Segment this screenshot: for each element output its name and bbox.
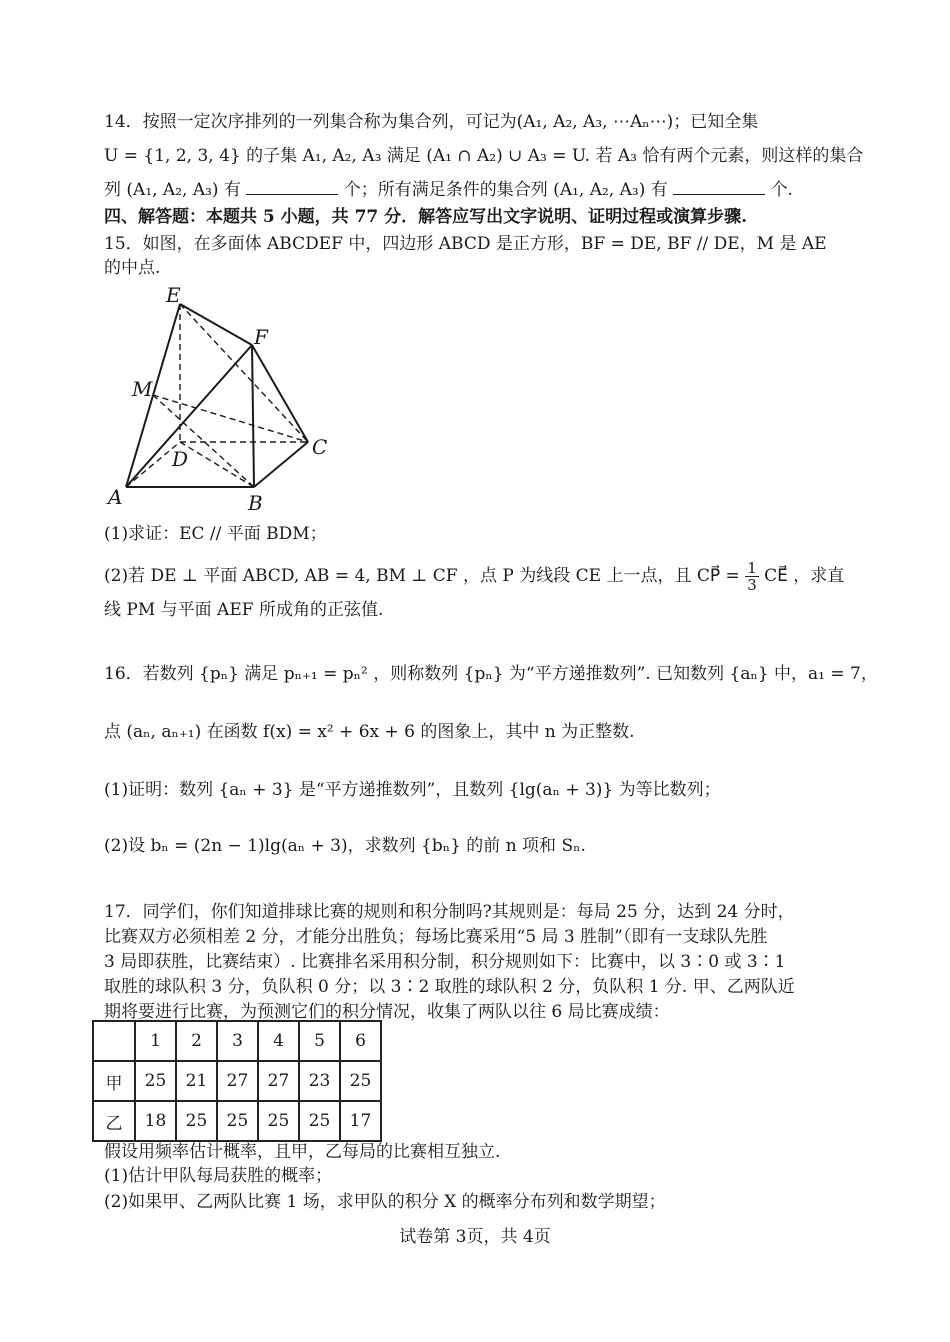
q17-line1: 17．同学们，你们知道排球比赛的规则和积分制吗?其规则是：每局 25 分，达到 24 分时， (104, 902, 795, 922)
answer-blank-2[interactable] (673, 178, 765, 195)
label-D: D (172, 447, 189, 471)
table-cell: 乙 (93, 1101, 135, 1141)
q14-line3-part-b: 个；所有满足条件的集合列 (A₁, A₂, A₃) 有 (343, 180, 668, 200)
polyhedron-figure (100, 282, 340, 514)
table-header-row (93, 1021, 381, 1061)
edge-AF (126, 345, 252, 487)
table-cell: 6 (340, 1021, 381, 1061)
fraction-denominator: 3 (747, 576, 757, 594)
q14-line3-part-c: 个. (770, 180, 793, 200)
table-cell: 25 (217, 1101, 258, 1141)
table-cell: 18 (135, 1101, 176, 1141)
q16-part1: (1)证明：数列 {aₙ + 3} 是“平方递推数列”，且数列 {lg(aₙ + 3)} 为等比数列； (104, 780, 721, 800)
q17-part1: (1)估计甲队每局获胜的概率； (104, 1166, 333, 1186)
label-F: F (254, 325, 268, 349)
q17-line5: 期将要进行比赛，为预测它们的积分情况，收集了两队以往 6 局比赛成绩： (104, 1002, 670, 1022)
score-table (92, 1020, 382, 1142)
label-A: A (108, 485, 123, 509)
table-cell: 25 (135, 1061, 176, 1101)
edge-EF (180, 304, 252, 345)
table-cell: 2 (176, 1021, 217, 1061)
q17-line3: 3 局即获胜，比赛结束）. 比赛排名采用积分制，积分规则如下：比赛中，以 3∶0 或 3∶1 (104, 952, 786, 972)
table-cell: 21 (176, 1061, 217, 1101)
label-C: C (312, 435, 328, 459)
q16-part2: (2)设 bₙ = (2n − 1)lg(aₙ + 3)，求数列 {bₙ} 的前 n 项和 Sₙ. (104, 836, 586, 856)
q15-part2 (104, 560, 844, 593)
edge-FB (252, 345, 254, 487)
label-E: E (166, 283, 181, 307)
table-cell (93, 1021, 135, 1061)
fraction-one-third (745, 560, 759, 593)
q14-line1: 14．按照一定次序排列的一列集合称为集合列，可记为(A₁, A₂, A₃, ⋯Aₙ⋯)；已知全集 (104, 112, 759, 132)
q16-line1: 16．若数列 {pₙ} 满足 pₙ₊₁ = pₙ² ，则称数列 {pₙ} 为“平方递推数列”. 已知数列 {aₙ} 中，a₁ = 7， (104, 664, 878, 684)
table-cell: 1 (135, 1021, 176, 1061)
table-cell: 甲 (93, 1061, 135, 1101)
edge-EC (180, 304, 308, 442)
q16-line2: 点 (aₙ, aₙ₊₁) 在函数 f(x) = x² + 6x + 6 的图象上，其中 n 为正整数. (104, 722, 635, 742)
label-B: B (248, 491, 263, 514)
q17-after-table: 假设用频率估计概率，且甲，乙每局的比赛相互独立. (104, 1142, 501, 1162)
q15-part1: (1)求证：EC // 平面 BDM； (104, 524, 327, 544)
q15-part2-line2: 线 PM 与平面 AEF 所成角的正弦值. (104, 600, 384, 620)
edge-BC (254, 442, 308, 487)
table-cell: 23 (299, 1061, 340, 1101)
table-cell: 5 (299, 1021, 340, 1061)
edge-DB (180, 442, 254, 487)
table-cell: 25 (299, 1101, 340, 1141)
label-M: M (132, 377, 153, 401)
table-cell: 3 (217, 1021, 258, 1061)
answer-blank-1[interactable] (246, 178, 338, 195)
table-cell: 25 (258, 1101, 299, 1141)
q17-part2: (2)如果甲、乙两队比赛 1 场，求甲队的积分 X 的概率分布列和数学期望； (104, 1192, 666, 1212)
q14-line3 (104, 178, 793, 202)
q15-line2: 的中点. (104, 258, 161, 278)
q17-line2: 比赛双方必须相差 2 分，才能分出胜负；每场比赛采用“5 局 3 胜制”（即有一支球队先胜 (104, 927, 768, 947)
fraction-numerator: 1 (747, 559, 757, 577)
table-cell: 27 (258, 1061, 299, 1101)
table-row (93, 1061, 381, 1101)
q15-part2-text-a: (2)若 DE ⊥ 平面 ABCD, AB = 4, BM ⊥ CF ，点 P 为线段 CE 上一点，且 CP⃗ = (104, 566, 746, 586)
table-cell: 25 (340, 1061, 381, 1101)
q14-line3-part-a: 列 (A₁, A₂, A₃) 有 (104, 180, 241, 200)
table-cell: 25 (176, 1101, 217, 1141)
q17-line4: 取胜的球队积 3 分，负队积 0 分；以 3∶2 取胜的球队积 2 分，负队积 1 分. 甲、乙两队近 (104, 977, 795, 997)
table-row (93, 1101, 381, 1141)
section-4-heading: 四、解答题：本题共 5 小题，共 77 分．解答应写出文字说明、证明过程或演算步骤. (104, 207, 748, 227)
q15-part2-text-b: CE⃗ ，求直 (764, 566, 845, 586)
table-cell: 4 (258, 1021, 299, 1061)
table-cell: 27 (217, 1061, 258, 1101)
q15-line1: 15．如图，在多面体 ABCDEF 中，四边形 ABCD 是正方形，BF = DE, BF // DE，M 是 AE (104, 234, 827, 254)
page-footer: 试卷第 3页，共 4页 (399, 1227, 551, 1247)
table-cell: 17 (340, 1101, 381, 1141)
q14-line2: U = {1, 2, 3, 4} 的子集 A₁, A₂, A₃ 满足 (A₁ ∩ A₂) ∪ A₃ = U. 若 A₃ 恰有两个元素，则这样的集合 (104, 146, 864, 166)
